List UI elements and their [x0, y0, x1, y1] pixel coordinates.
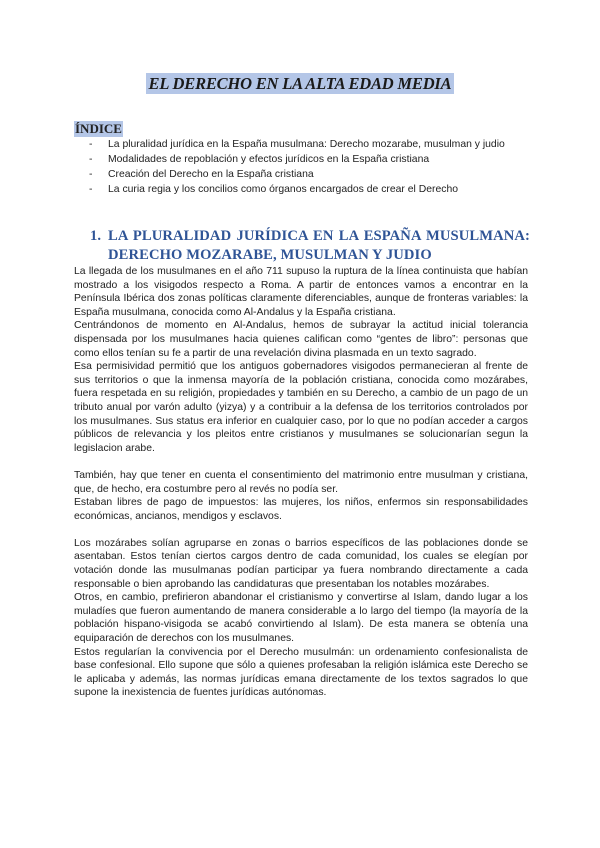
blank-line: [74, 523, 528, 537]
index-item-text: La curia regia y los concilios como órganos encargados de crear el Derecho: [108, 184, 459, 196]
index-item-text: La pluralidad jurídica en la España musulmana: Derecho mozarabe, musulman y judio: [108, 139, 505, 150]
list-dash: -: [89, 169, 93, 181]
paragraph: Otros, en cambio, prefirieron abandonar el cristianismo y convertirse al Islam, dando lugar a los muladíes que fueron aumentando de manera considerable a lo largo del tiempo (la mayoría de la población hispano-visigoda se acabó convirtiendo al Islam). De esta manera se obtenía una equiparación de derechos con los musulmanes.: [74, 592, 528, 645]
paragraph: La llegada de los musulmanes en el año 711 supuso la ruptura de la línea continuista que habían mostrado a los visigodos respecto a Roma. A partir de entonces vamos a encontrar en la Península Ibérica dos zonas políticas claramente diferenciables, aunque de fronteras variables: la España musulmana, conocida como Al-Andalus y la España cristiana.: [74, 266, 528, 318]
index-heading: ÍNDICE: [75, 121, 122, 136]
list-dash: -: [89, 154, 93, 166]
index-item-text: Modalidades de repoblación y efectos jurídicos en la España cristiana: [108, 154, 430, 166]
paragraph: Esa permisividad permitió que los antiguos gobernadores visigodos permanecieran al frente de sus territorios o que la inmensa mayoría de la población cristiana, conocida como mozárabes, fuera respetada en su religión, propiedades y también en su Derecho, a cambio de un pago de un tributo anual por varón adulto (yizya) y a contribuir a la defensa de los territorios controlados por los musulmanes. Sus status era inferior en cualquier caso, por lo que no podían acceder a cargos públicos de relevancia y los pleitos entre cristianos y musulmanes se solucionarían segun la legislacion arabe.: [74, 361, 528, 454]
blank-line: [74, 455, 528, 469]
paragraph: Centrándonos de momento en Al-Andalus, hemos de subrayar la actitud inicial tolerancia dispensada por los musulmanes hacia quienes califican como “gentes de libro”: personas que como ellos tenían su fe a partir de una revelación divina plasmada en un texto sagrado.: [74, 320, 528, 359]
title-container: [0, 73, 600, 94]
index-item-text: Creación del Derecho en la España cristiana: [108, 169, 314, 181]
paragraph: También, hay que tener en cuenta el consentimiento del matrimonio entre musulman y cristiana, que, de hecho, era costumbre pero al revés no podía ser.: [74, 469, 528, 495]
document-title: EL DERECHO EN LA ALTA EDAD MEDIA: [146, 73, 455, 94]
index-item: [86, 153, 528, 167]
index-item: [86, 138, 528, 152]
index-list: [86, 138, 528, 198]
body-text: [74, 265, 528, 700]
section-number: 1.: [90, 228, 102, 244]
paragraph: Los mozárabes solían agruparse en zonas o barrios específicos de las poblaciones donde se asentaban. Estos tenían ciertos cargos dentro de cada comunidad, los cuales se elegían por votación donde las musulmanas podían participar ya fuera nombrando directamente a cada responsable o bien aprobando las candidaturas que presentaban los notables mozárabes.: [74, 537, 528, 590]
paragraph: Estos regularían la convivencia por el Derecho musulmán: un ordenamiento confesionalista de base confesional. Ello supone que sólo a quienes profesaban la religión islámica este Derecho se le aplicaba y además, las normas jurídicas emana directamente de los textos sagrados lo que supone la inexistencia de fuentes jurídicas autónomas.: [74, 646, 528, 699]
index-item: [86, 168, 528, 182]
list-dash: -: [89, 184, 93, 196]
section-heading: [90, 227, 530, 264]
index-item: [86, 183, 528, 197]
paragraph: Estaban libres de pago de impuestos: las mujeres, los niños, enfermos sin responsabilidades económicas, ancianos, mendigos y esclavos.: [74, 497, 528, 522]
list-dash: -: [89, 139, 93, 150]
section-title: LA PLURALIDAD JURÍDICA EN LA ESPAÑA MUSULMANA: DERECHO MOZARABE, MUSULMAN Y JUDIO: [108, 228, 530, 263]
